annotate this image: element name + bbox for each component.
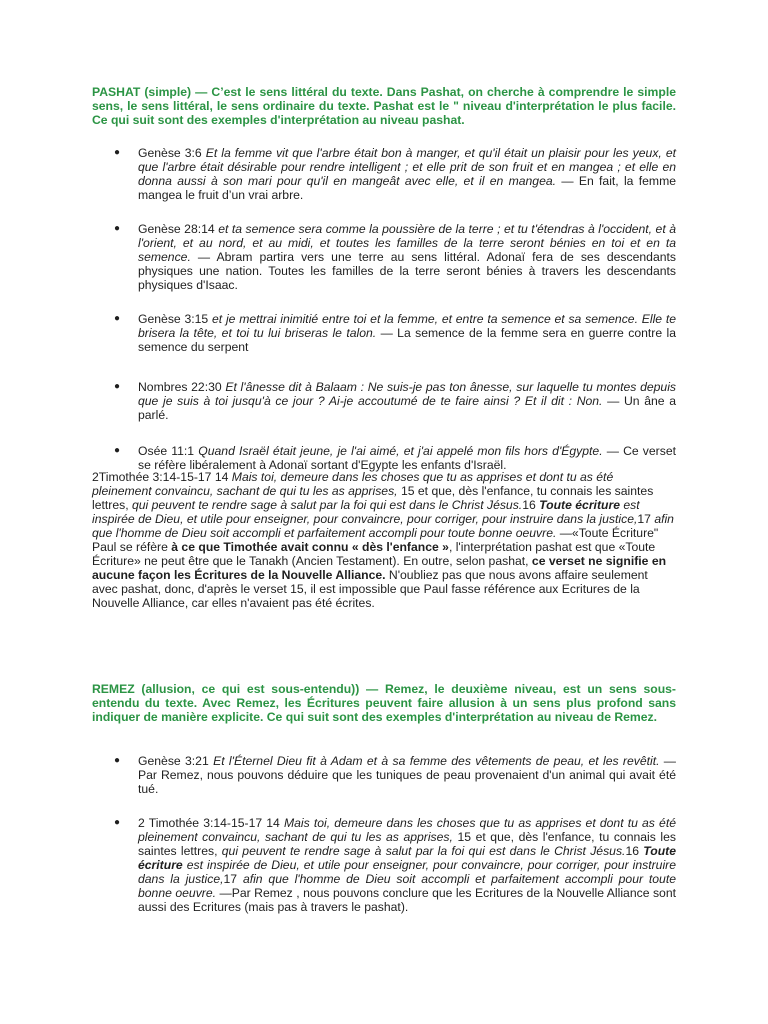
bullet-icon: ● (114, 445, 121, 456)
remez-heading: REMEZ (allusion, ce qui est sous-entendu)) — Remez, le deuxième niveau, est un sens sous-entendu du texte. Avec Remez, les Écritures peuvent faire allusion à un sens plus profond sans indiquer de manière explicite. Ce qui suit sont des exemples d'interprétation au niveau de Remez. (92, 682, 676, 724)
verse-text: et je mettrai inimitié entre toi et la femme, et entre ta semence et sa semence. Elle te brisera la tête, et toi tu lui briseras le talon. (138, 312, 677, 340)
verse-reference: Genèse 3:15 (138, 312, 209, 326)
commentary-text: —«Toute Écriture" Paul se réfère (92, 526, 659, 554)
verse-text: qui peuvent te rendre sage à salut par la foi qui est dans le Christ Jésus. (221, 844, 626, 858)
list-item (92, 816, 676, 914)
verse-text: Et la femme vit que l'arbre était bon à manger, et qu'il était un plaisir pour les yeux, et que l'arbre était désirable pour rendre intelligent ; et elle prit de son fruit et en mangea ; et elle en donna aussi à son mari pour qu'il en mangeât avec elle, et il en mangea. (138, 146, 677, 188)
verse-comment: — Ce verset se réfère libéralement à Adonaï sortant d'Egypte les enfants d'Israël. (138, 444, 676, 472)
verse-number: 17 (637, 512, 655, 526)
remez-examples-list (92, 754, 676, 914)
list-item (92, 222, 676, 292)
emphasis-text: ce verset ne signifie en aucune façon les Écritures de la Nouvelle Alliance. (92, 554, 667, 582)
verse-text: Mais toi, demeure dans les choses que tu as apprises et dont tu as été pleinement convaincu, sachant de qui tu les as apprises, (92, 470, 614, 498)
verse-number: 16 (625, 844, 644, 858)
emphasis-text: Toute écriture (539, 498, 620, 512)
verse-text: est inspirée de Dieu, et utile pour enseigner, pour convaincre, pour corriger, pour instruire dans la justice, (92, 498, 640, 526)
verse-comment: — En fait, la femme mangea le fruit d’un vrai arbre. (138, 174, 677, 202)
verse-number: 17 (223, 872, 243, 886)
verse-reference: 2Timothée 3:14-15-17 14 (92, 470, 232, 484)
list-item (92, 380, 676, 422)
list-item (92, 312, 676, 354)
verse-reference: Nombres 22:30 (138, 380, 222, 394)
bullet-icon: ● (114, 147, 121, 158)
list-item (92, 754, 676, 796)
verse-text-plain: 15 et que, dès l'enfance, tu connais les saintes lettres, (92, 484, 654, 512)
verse-text: afin que l'homme de Dieu soit accompli et parfaitement accompli pour toute bonne oeuvre. (138, 872, 676, 900)
bullet-icon: ● (114, 223, 121, 234)
verse-number: 16 (522, 498, 540, 512)
timothy-pashat-paragraph (92, 470, 676, 610)
commentary-text: N'oubliez pas que nous avons affaire seulement avec pashat, donc, d'après le verset 15, il est impossible que Paul fasse référence aux Ecritures de la Nouvelle Alliance, car elles n'avaient pas été écrites. (92, 568, 648, 610)
bullet-icon: ● (114, 817, 121, 828)
bullet-icon: ● (114, 381, 121, 392)
emphasis-text: Toute écriture (138, 844, 676, 872)
verse-reference: Osée 11:1 (138, 444, 195, 458)
list-item (92, 444, 676, 472)
bullet-icon: ● (114, 755, 121, 766)
list-item (92, 146, 676, 202)
verse-reference: Genèse 28:14 (138, 222, 215, 236)
verse-comment: — La semence de la femme sera en guerre contre la semence du serpent (138, 326, 676, 354)
bullet-icon: ● (114, 313, 121, 324)
pashat-heading: PASHAT (simple) — C’est le sens littéral du texte. Dans Pashat, on cherche à comprendre le simple sens, le sens littéral, le sens ordinaire du texte. Pashat est le " niveau d'interprétation le plus facile. Ce qui suit sont des exemples d'interprétation au niveau pashat. (92, 85, 676, 127)
verse-reference: Genèse 3:6 (138, 146, 202, 160)
verse-comment: — Abram partira vers une terre au sens littéral. Adonaï fera de ses descendants physiques une nation. Toutes les familles de la terre seront bénies à travers les descendants physiques d'Isaac. (138, 250, 676, 292)
verse-comment: — Un âne a parlé. (138, 394, 676, 422)
verse-reference: Genèse 3:21 (138, 754, 209, 768)
emphasis-text: à ce que Timothée avait connu « dès l'enfance » (171, 540, 449, 554)
verse-text-plain: 15 et que, dès l'enfance, tu connais les saintes lettres, (138, 830, 676, 858)
verse-text: Et l'ânesse dit à Balaam : Ne suis-je pas ton ânesse, sur laquelle tu montes depuis que je suis à toi jusqu'à ce jour ? Ai-je accoutumé de te faire ainsi ? Et il dit : Non. (138, 380, 676, 408)
verse-text: Mais toi, demeure dans les choses que tu as apprises et dont tu as été pleinement convaincu, sachant de qui tu les as apprises, (138, 816, 676, 844)
verse-text: Quand Israël était jeune, je l'ai aimé, et j'ai appelé mon fils hors d'Égypte. (198, 444, 603, 458)
verse-comment: —Par Remez, nous pouvons déduire que les tuniques de peau provenaient d'un animal qui avait été tué. (138, 754, 676, 796)
commentary-text: , l'interprétation pashat est que «Toute Écriture» ne peut être que le Tanakh (Ancien Testament). En outre, selon pashat, (92, 540, 656, 568)
verse-text: est inspirée de Dieu, et utile pour enseigner, pour convaincre, pour corriger, pour instruire dans la justice, (138, 858, 676, 886)
verse-text: Et l'Éternel Dieu fit à Adam et à sa femme des vêtements de peau, et les revêtit. (213, 754, 660, 768)
pashat-examples-list (92, 146, 676, 472)
verse-reference: 2 Timothée 3:14-15-17 14 (138, 816, 284, 830)
verse-text: qui peuvent te rendre sage à salut par la foi qui est dans le Christ Jésus. (131, 498, 523, 512)
verse-text: et ta semence sera comme la poussière de la terre ; et tu t'étendras à l'occident, et à l'orient, et au nord, et au midi, et toutes les familles de la terre seront bénies en toi et en ta semence. (138, 222, 676, 264)
commentary-text: —Par Remez , nous pouvons conclure que les Ecritures de la Nouvelle Alliance sont aussi des Ecritures (mais pas à travers le pashat). (138, 886, 676, 914)
verse-text: afin que l'homme de Dieu soit accompli et parfaitement accompli pour toute bonne oeuvre. (92, 512, 674, 540)
